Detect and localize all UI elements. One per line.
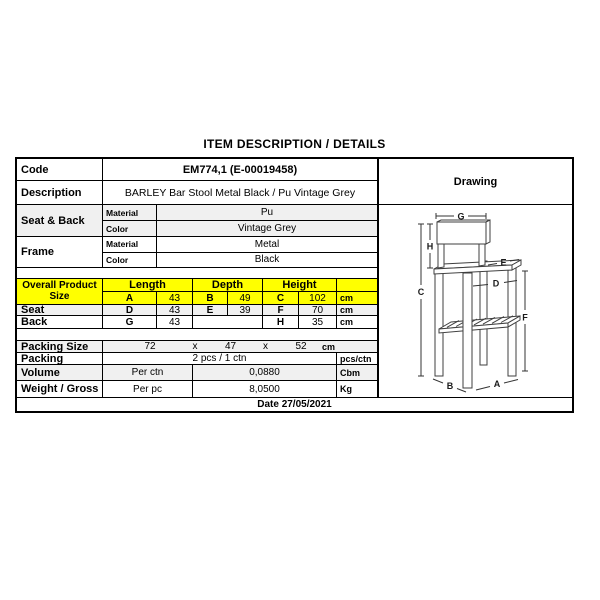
packing-unit: pcs/ctn xyxy=(340,353,372,364)
frame-section xyxy=(17,237,377,268)
seat-back-section xyxy=(17,205,377,237)
bar-stool-drawing xyxy=(379,205,572,397)
overall-depth-value: 49 xyxy=(228,292,263,304)
packing-size-height: 52 xyxy=(283,341,319,352)
overall-product-size-label xyxy=(17,279,103,304)
depth-header: Depth xyxy=(193,279,263,291)
weight-unit: Kg xyxy=(340,384,352,394)
back-size-row xyxy=(17,316,377,329)
frame-material-row xyxy=(103,237,377,253)
dim-label-a: A xyxy=(493,379,501,389)
seat-height-letter: F xyxy=(263,305,299,315)
back-label: Back xyxy=(17,316,103,328)
packing-size-unit: cm xyxy=(319,341,357,352)
volume-row xyxy=(17,365,377,381)
height-header: Height xyxy=(263,279,337,291)
packing-size-x2: x xyxy=(248,341,283,352)
volume-key: Per ctn xyxy=(103,365,193,380)
packing-size-label: Packing Size xyxy=(17,341,103,352)
overall-height-value: 102 xyxy=(299,292,337,304)
seat-back-color-value: Vintage Grey xyxy=(157,221,377,236)
length-header: Length xyxy=(103,279,193,291)
frame-color-row xyxy=(103,253,377,268)
volume-unit: Cbm xyxy=(337,365,377,380)
weight-row xyxy=(17,381,377,397)
overall-size-values-row xyxy=(103,292,377,304)
size-dimension-header-row xyxy=(103,279,377,292)
packing-row xyxy=(17,353,377,365)
date-row xyxy=(17,397,572,411)
seat-back-label: Seat & Back xyxy=(17,205,103,236)
seat-label: Seat xyxy=(17,305,103,315)
weight-label: Weight / Gross xyxy=(17,381,103,397)
spacer-cell xyxy=(17,268,377,278)
frame-material-value: Metal xyxy=(254,238,280,250)
overall-length-letter: A xyxy=(103,292,157,304)
overall-height-letter: C xyxy=(263,292,299,304)
seat-back-material-key: Material xyxy=(103,205,157,220)
code-row xyxy=(17,159,377,181)
seat-back-subrows xyxy=(103,205,377,236)
packing-size-length: 72 xyxy=(123,341,177,352)
packing-size-row xyxy=(17,341,377,353)
item-details-table xyxy=(15,157,574,413)
seat-length-value: 43 xyxy=(157,305,193,315)
stool-body xyxy=(434,220,521,388)
packing-size-x1: x xyxy=(177,341,213,352)
packing-size-depth: 47 xyxy=(213,341,248,352)
overall-length-value: 43 xyxy=(157,292,193,304)
seat-back-color-row xyxy=(103,221,377,236)
overall-unit: cm xyxy=(337,292,377,304)
seat-back-material-row xyxy=(103,205,377,221)
seat-length-letter: D xyxy=(103,305,157,315)
volume-value: 0,0880 xyxy=(193,365,337,380)
spacer-row-1 xyxy=(17,268,377,279)
overall-product-size-line2: Size xyxy=(49,290,70,302)
drawing-column xyxy=(377,159,572,397)
seat-unit: cm xyxy=(337,305,377,315)
dim-label-g: G xyxy=(457,211,465,222)
seat-height-value: 70 xyxy=(299,305,337,315)
back-height-letter: H xyxy=(263,316,299,328)
seat-depth-letter: E xyxy=(193,305,228,315)
code-value: EM774,1 (E-00019458) xyxy=(182,163,298,176)
back-unit: cm xyxy=(340,317,354,327)
frame-label: Frame xyxy=(17,237,103,267)
seat-size-row xyxy=(17,305,377,316)
description-row xyxy=(17,181,377,205)
back-depth-empty-cell xyxy=(193,316,263,328)
dim-label-h: H xyxy=(426,241,434,252)
seat-back-material-value: Pu xyxy=(157,205,377,220)
weight-key: Per pc xyxy=(103,381,193,397)
drawing-header: Drawing xyxy=(379,159,572,205)
frame-color-value: Black xyxy=(254,254,280,266)
volume-label: Volume xyxy=(17,365,103,380)
overall-product-size-line1: Overall Product xyxy=(22,280,97,291)
packing-value: 2 pcs / 1 ctn xyxy=(103,353,337,364)
back-height-value: 35 xyxy=(299,316,337,328)
spec-columns xyxy=(17,159,377,397)
table-body xyxy=(17,159,572,397)
dim-label-d: D xyxy=(492,278,500,289)
dim-label-c: C xyxy=(417,287,425,297)
frame-color-key: Color xyxy=(103,253,157,268)
overall-depth-letter: B xyxy=(193,292,228,304)
weight-value: 8,0500 xyxy=(193,381,337,397)
dim-label-e: E xyxy=(500,257,507,268)
spacer-cell xyxy=(17,329,377,340)
code-label: Code xyxy=(17,159,103,180)
seat-back-color-key: Color xyxy=(103,221,157,236)
packing-label: Packing xyxy=(17,353,103,364)
size-header-section xyxy=(17,279,377,305)
seat-depth-value: 39 xyxy=(228,305,263,315)
frame-material-key: Material xyxy=(103,237,157,252)
description-label: Description xyxy=(17,181,103,204)
packing-size-values xyxy=(103,341,377,352)
date-value: Date 27/05/2021 xyxy=(257,399,332,410)
back-length-value: 43 xyxy=(157,316,193,328)
description-value: BARLEY Bar Stool Metal Black / Pu Vintage Grey xyxy=(124,186,356,199)
spacer-row-2 xyxy=(17,329,377,341)
size-header-corner-cell xyxy=(337,279,377,291)
size-header-subrows xyxy=(103,279,377,304)
drawing-area xyxy=(379,205,572,397)
dim-label-b: B xyxy=(446,381,454,391)
dim-label-f: F xyxy=(522,312,528,323)
frame-subrows xyxy=(103,237,377,267)
back-length-letter: G xyxy=(103,316,157,328)
page-title: ITEM DESCRIPTION / DETAILS xyxy=(203,137,386,151)
